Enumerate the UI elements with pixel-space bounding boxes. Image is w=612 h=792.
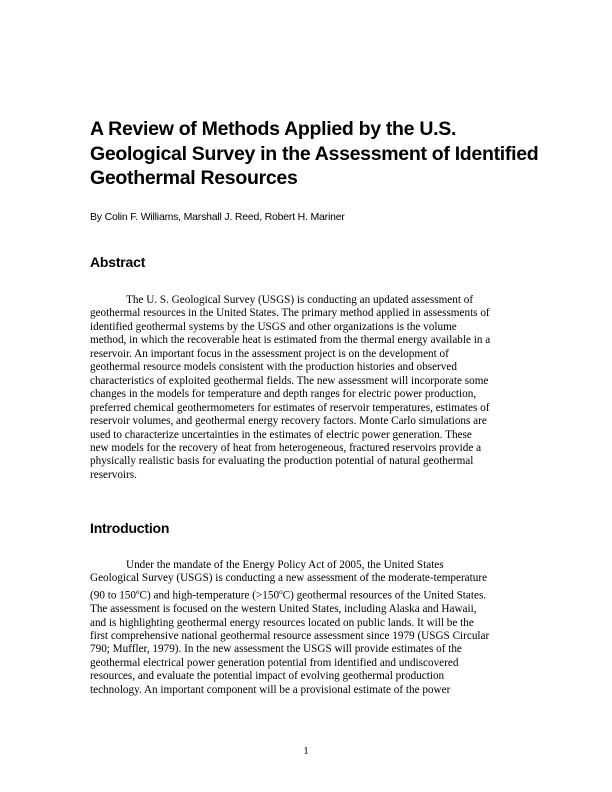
author-list: By Colin F. Williams, Marshall J. Reed, Robert H. Mariner [90, 211, 345, 223]
introduction-heading: Introduction [90, 520, 170, 536]
text-line: method, in which the recoverable heat is estimated from the thermal energy available in a [90, 334, 491, 347]
degree-symbol: o [136, 587, 140, 596]
text-line: resources, and evaluate the potential impact of evolving geothermal production [90, 670, 445, 683]
abstract-paragraph [90, 294, 530, 482]
degree-symbol: o [279, 587, 283, 596]
text-line: (90 to 150$^o$C) and high-temperature $(>150^oC)$ geothermal resources of the United States. [90, 587, 487, 602]
text-line: reservoir volumes, and geothermal energy recovery factors. Monte Carlo simulations are [90, 415, 487, 428]
text-line: reservoirs. [90, 468, 137, 481]
text-line: reservoir. An important focus in the assessment project is on the development of [90, 347, 449, 360]
text-line: physically realistic basis for evaluating the production potential of natural geothermal [90, 455, 474, 468]
title-line: Geological Survey in the Assessment of Identified [90, 142, 539, 165]
text-line: The assessment is focused on the western United States, including Alaska and Hawaii, [90, 603, 477, 616]
text-line: first comprehensive national geothermal resource assessment since 1979 (USGS Circular [90, 630, 490, 642]
text-line: characteristics of exploited geothermal fields. The new assessment will incorporate some [90, 374, 489, 387]
page-number: 1 [303, 746, 309, 757]
introduction-paragraph [90, 559, 530, 697]
text-line: used to characterize uncertainties in the estimates of electric power generation. These [90, 428, 472, 441]
text-line: 790; Muffler, 1979). In the new assessment the USGS will provide estimates of the [90, 643, 462, 656]
text-line: identified geothermal systems by the USGS and other organizations is the volume [90, 320, 457, 333]
title-line: Geothermal Resources [90, 167, 298, 189]
abstract-heading: Abstract [90, 254, 146, 270]
text-line: and is highlighting geothermal energy resources located on public lands. It will be the [90, 616, 474, 629]
text-line: new models for the recovery of heat from heterogeneous, fractured reservoirs provide a [90, 441, 482, 454]
text-line: changes in the models for temperature and depth ranges for electric power production, [90, 388, 477, 401]
text-line: geothermal resources in the United States. The primary method applied in assessments of [90, 307, 490, 320]
title-line: A Review of Methods Applied by the U.S. [90, 118, 457, 140]
text-line: geothermal resource models consistent with the production histories and observed [90, 361, 457, 374]
text-line: preferred chemical geothermometers for estimates of reservoir temperatures, estimates of [90, 401, 490, 414]
text-line: Under the mandate of the Energy Policy Act of 2005, the United States [126, 559, 444, 571]
text-line: The U. S. Geological Survey (USGS) is conducting an updated assessment of [126, 294, 474, 306]
text-line: technology. An important component will be a provisional estimate of the power [90, 683, 451, 696]
text-line: geothermal electrical power generation potential from identified and undiscovered [90, 656, 459, 669]
text-line: Geological Survey (USGS) is conducting a new assessment of the moderate-temperature [90, 572, 488, 585]
paper-title [90, 117, 560, 191]
